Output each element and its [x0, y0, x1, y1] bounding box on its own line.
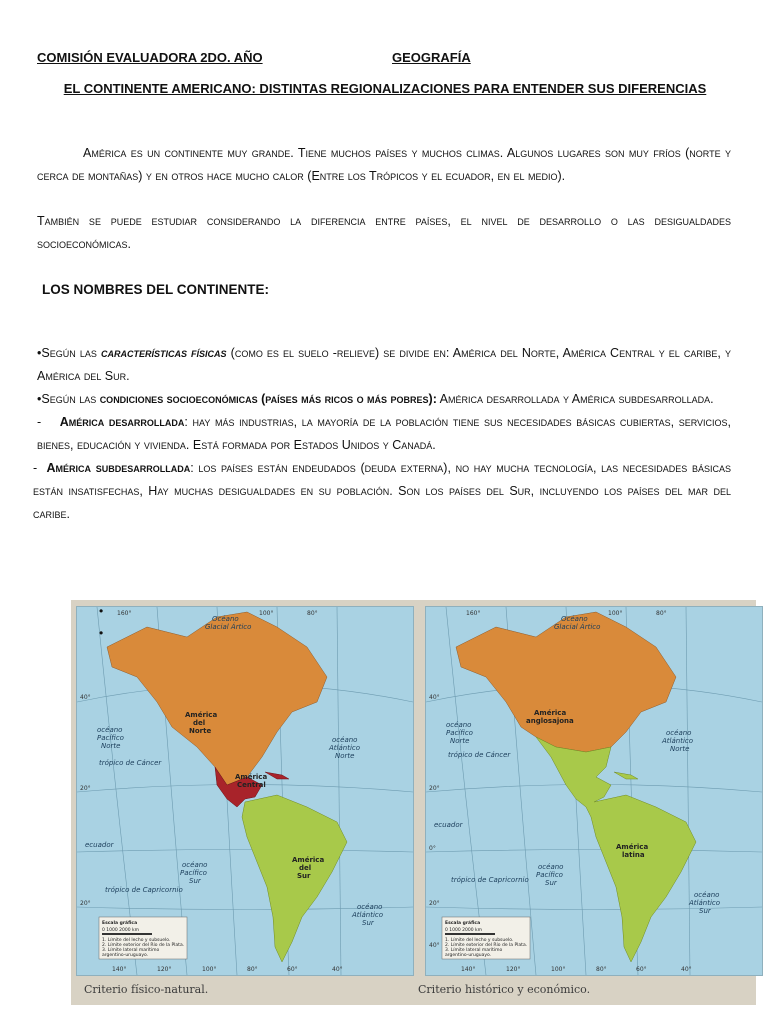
bullet-text: América desarrollada y América subdesarrollada. [436, 392, 714, 406]
tick-label: 120° [506, 966, 521, 973]
tick-label: 40° [429, 942, 440, 949]
label-pacific-south: océano [182, 861, 208, 869]
label-tropic-cancer: trópico de Cáncer [99, 759, 162, 767]
label-atlantic-south: Atlántico [689, 899, 721, 907]
map-economic-svg [426, 607, 762, 975]
legend-title: Escala gráfica [102, 921, 138, 926]
tick-label: 40° [332, 966, 343, 973]
label-atlantic-north: Norte [335, 752, 355, 760]
label-pacific-south: Pacífico [536, 871, 563, 879]
south-america-shape [242, 795, 347, 962]
map-economic [425, 606, 763, 976]
tick-label: 40° [80, 694, 91, 701]
tick-label: 20° [429, 785, 440, 792]
tick-label: 20° [80, 785, 91, 792]
label-south-america: América [292, 856, 325, 864]
bullet-emphasis: características físicas [100, 346, 227, 360]
legend-item: 1. Límite del lecho y subsuelo. [445, 938, 514, 943]
bullet-text: Según las [41, 392, 100, 406]
label-equator: ecuador [434, 821, 463, 829]
tick-label: 100° [259, 610, 274, 617]
header-subject: GEOGRAFÍA [392, 50, 471, 65]
label-tropic-capricorn: trópico de Capricornio [451, 876, 529, 884]
label-tropic-capricorn: trópico de Capricornio [105, 886, 183, 894]
tick-label: 60° [287, 966, 298, 973]
dash: - [33, 461, 42, 475]
tick-label: 20° [80, 900, 91, 907]
label-glacial: Océano [212, 615, 239, 623]
map-legend [442, 917, 530, 959]
bullet-mark: • [99, 604, 104, 618]
label-equator: ecuador [85, 841, 114, 849]
tick-label: 0° [429, 845, 436, 852]
dash-underdeveloped [33, 457, 731, 526]
label-tropic-cancer: trópico de Cáncer [448, 751, 511, 759]
caption-economic: Criterio histórico y económico. [418, 983, 591, 996]
label-central-america: América [235, 773, 268, 781]
legend-scale: 0 1000 2000 km [102, 928, 140, 933]
label-pacific-south: océano [538, 863, 564, 871]
label-pacific-north: océano [97, 726, 123, 734]
dash-text: : hay más industrias, la mayoría de la población tiene sus necesidades básicas cubiertas, servicios, bienes, educación y vivienda. Está formada por Estados Unidos y Canadá. [37, 415, 732, 452]
legend-item: 3. Límite lateral marítimo [445, 948, 503, 953]
map-physical [76, 606, 414, 976]
tick-label: 120° [157, 966, 172, 973]
label-pacific-north: Pacífico [446, 729, 473, 737]
bullet-list [33, 342, 732, 526]
label-pacific-south: Sur [189, 877, 201, 885]
label-pacific-north: océano [446, 721, 472, 729]
legend-item: 2. Límite exterior del Río de la Plata. [102, 943, 185, 948]
intro-paragraph-2: También se puede estudiar considerando la diferencia entre países, el nivel de desarrollo o las desigualdades socioeconómicas. [37, 214, 731, 251]
label-anglo-america: América [534, 709, 567, 717]
label-south-america: del [299, 864, 312, 872]
intro-paragraph-1: América es un continente muy grande. Tiene muchos países y muchos climas. Algunos lugares son muy fríos (norte y cerca de montañas) y en otros hace mucho calor (Entre los Trópicos y el ecuador, en el medio). [37, 146, 731, 183]
tick-label: 80° [656, 610, 667, 617]
label-pacific-north: Pacífico [97, 734, 124, 742]
label-glacial: Glacial Ártico [205, 623, 252, 631]
label-latin-america: latina [622, 851, 645, 859]
label-north-america: América [185, 711, 218, 719]
bullet-text: Según las [41, 346, 101, 360]
label-glacial: Glacial Ártico [554, 623, 601, 631]
tick-label: 80° [247, 966, 258, 973]
bullet-mark: • [99, 626, 104, 640]
label-atlantic-north: Atlántico [329, 744, 361, 752]
label-atlantic-south: Sur [699, 907, 711, 915]
caption-physical: Criterio físico-natural. [84, 983, 209, 996]
tick-label: 60° [636, 966, 647, 973]
label-atlantic-south: océano [694, 891, 720, 899]
header-commission: COMISIÓN EVALUADORA 2DO. AÑO [37, 50, 263, 65]
label-pacific-north: Norte [450, 737, 470, 745]
tick-label: 100° [202, 966, 217, 973]
label-atlantic-south: Sur [362, 919, 374, 927]
legend-item: argentino-uruguayo. [445, 953, 492, 958]
legend-item: 3. Límite lateral marítimo [102, 948, 160, 953]
anglo-america-shape [456, 612, 676, 752]
tick-label: 80° [307, 610, 318, 617]
document-title: EL CONTINENTE AMERICANO: DISTINTAS REGIONALIZACIONES PARA ENTENDER SUS DIFERENCIAS [63, 81, 707, 96]
legend-item: argentino-uruguayo. [102, 953, 149, 958]
bullet-physical: •Según las características físicas (como es el suelo -relieve) se divide en: América del Norte, América Central y el caribe, y América del Sur. [37, 346, 731, 383]
maps-figure [71, 600, 756, 1005]
dash: - [37, 415, 46, 429]
bullet-socioeconomic: •Según las condiciones socioeconómicas (países más ricos o más pobres): América desarrollada y América subdesarrollada. [37, 392, 714, 406]
label-pacific-north: Norte [101, 742, 121, 750]
label-atlantic-north: Atlántico [662, 737, 694, 745]
legend-item: 2. Límite exterior del Río de la Plata. [445, 943, 528, 948]
map-legend [99, 917, 187, 959]
legend-item: 1. Límite del lecho y subsuelo. [102, 938, 171, 943]
label-anglo-america: anglosajona [526, 717, 574, 725]
legend-title: Escala gráfica [445, 921, 481, 926]
tick-label: 20° [429, 900, 440, 907]
section-heading: LOS NOMBRES DEL CONTINENTE: [42, 282, 270, 297]
label-central-america: Central [237, 781, 266, 789]
tick-label: 100° [608, 610, 623, 617]
tick-label: 40° [681, 966, 692, 973]
label-north-america: Norte [189, 727, 212, 735]
bullet-emphasis: condiciones socioeconómicas (países más ricos o más pobres): [99, 392, 437, 406]
bullet-text: (como es el suelo -relieve) se divide en: América del Norte, América Central y el caribe, y América del Sur. [37, 346, 731, 383]
dash-text: : los países están endeudados (deuda externa), no hay mucha tecnología, las necesidades básicas están insatisfechas, Hay muchas desigualdades en su población. Son los países del Sur, incluyendo los países del mar del caribe. [33, 461, 732, 521]
label-atlantic-north: Norte [670, 745, 690, 753]
label-pacific-south: Pacífico [180, 869, 207, 877]
label-atlantic-south: océano [357, 903, 383, 911]
tick-label: 100° [551, 966, 566, 973]
dash-developed [37, 411, 731, 457]
tick-label: 160° [466, 610, 481, 617]
map-physical-svg [77, 607, 413, 975]
label-pacific-south: Sur [545, 879, 557, 887]
label-atlantic-south: Atlántico [352, 911, 384, 919]
tick-label: 140° [112, 966, 127, 973]
dash-emphasis: América desarrollada [59, 415, 185, 429]
label-atlantic-north: océano [666, 729, 692, 737]
label-south-america: Sur [297, 872, 311, 880]
tick-label: 40° [429, 694, 440, 701]
label-north-america: del [193, 719, 206, 727]
tick-label: 80° [596, 966, 607, 973]
tick-label: 140° [461, 966, 476, 973]
dash-emphasis: América subdesarrollada [46, 461, 191, 475]
label-atlantic-north: océano [332, 736, 358, 744]
label-latin-america: América [616, 843, 649, 851]
tick-label: 160° [117, 610, 132, 617]
map-bullet-marks [99, 600, 103, 644]
label-glacial: Océano [561, 615, 588, 623]
legend-scale: 0 1000 2000 km [445, 928, 483, 933]
